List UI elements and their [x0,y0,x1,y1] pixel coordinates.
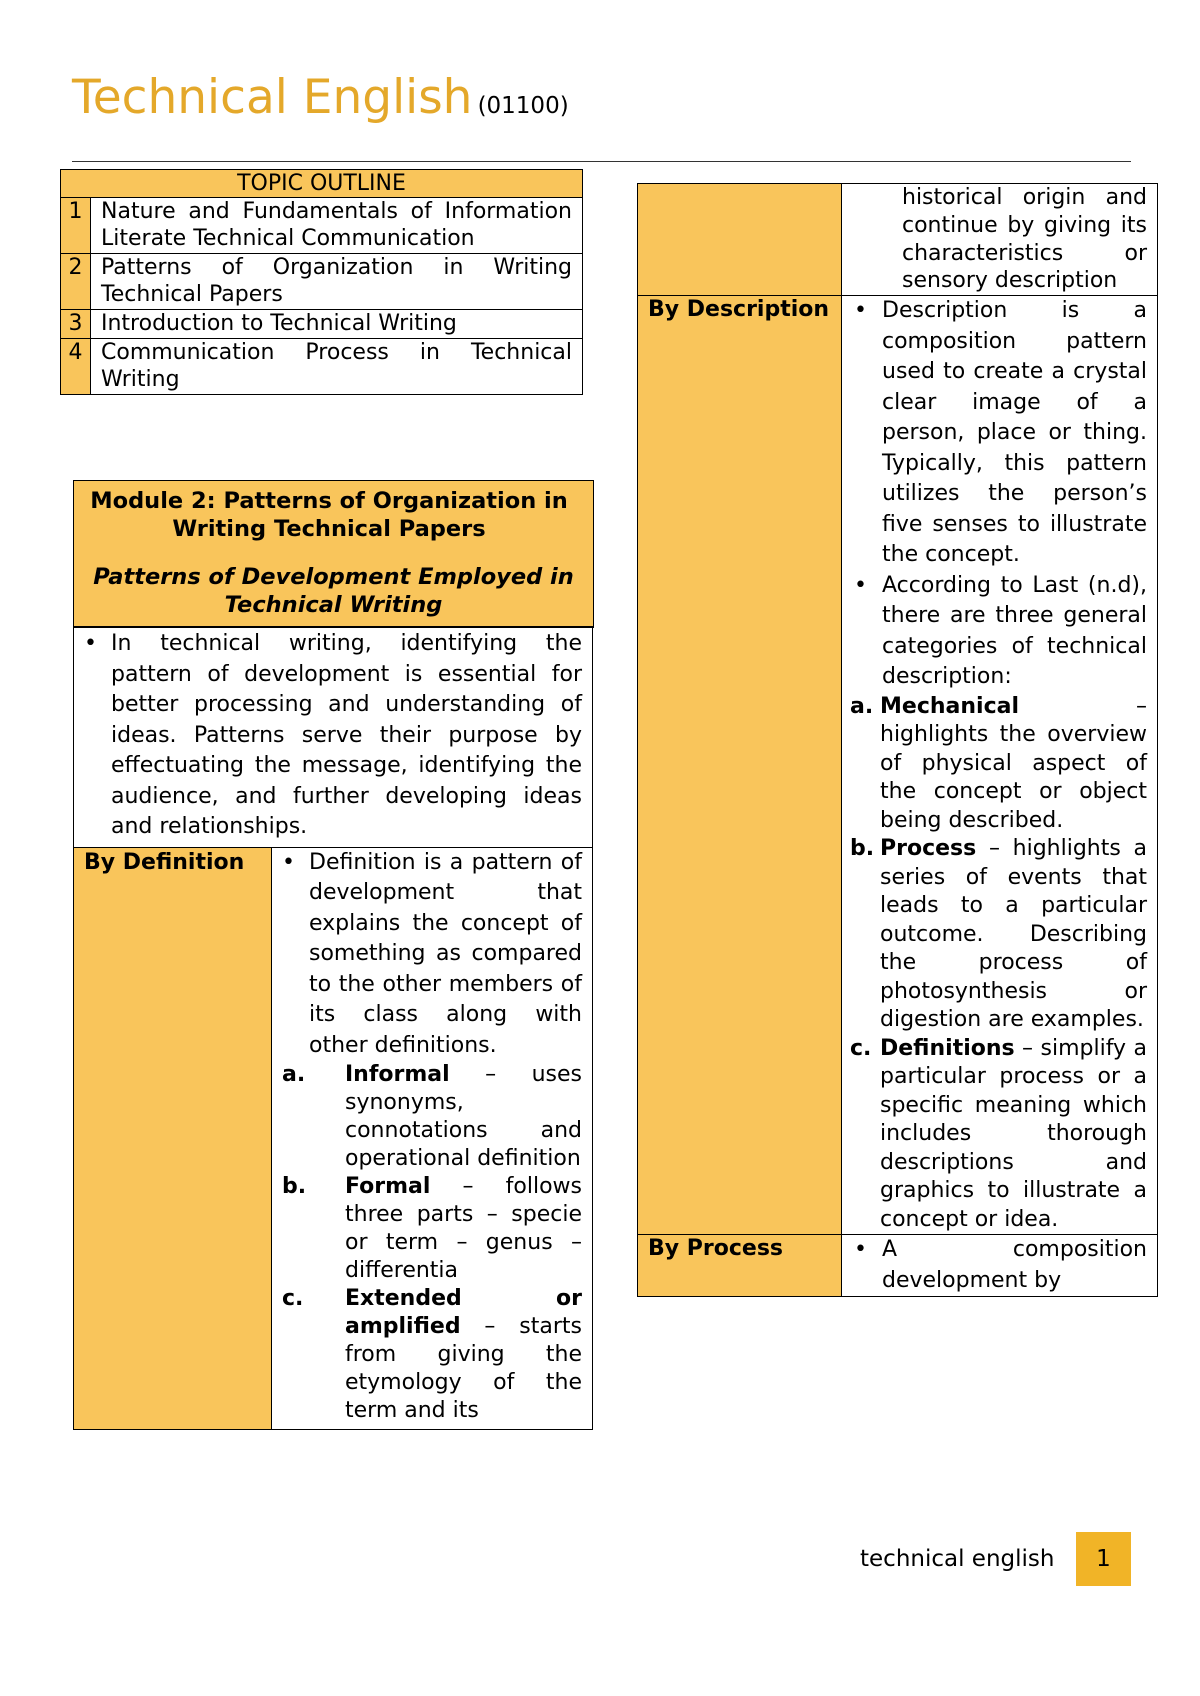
header-rule [72,161,1131,162]
course-code: (01100) [477,93,569,119]
item-term: Process [880,836,977,862]
item-marker: c. [282,1286,304,1311]
by-process-content [842,1235,1158,1297]
item-term: Mechanical [880,693,1019,719]
item-term: Extended or amplified [345,1286,582,1339]
outline-row [61,254,583,310]
description-item [842,693,1147,836]
outline-topic: Nature and Fundamentals of Information Literate Technical Communication [91,198,583,254]
continued-text: historical origin and continue by giving its characteristics or sensory description [902,185,1147,294]
item-text: – follows three parts – specie or term – genus – differentia [345,1174,582,1283]
module-header [73,480,594,628]
by-definition-content [272,847,593,1430]
item-term: Formal [345,1174,431,1199]
continued-label-cell [638,184,842,296]
outline-topic: Introduction to Technical Writing [91,310,583,339]
module-subtitle: Patterns of Development Employed in Technical Writing [93,564,574,618]
outline-topic: Communication Process in Technical Writing [91,339,583,395]
patterns-table-right [637,183,1158,1297]
item-marker: a. [850,693,874,719]
outline-number: 1 [61,198,91,254]
process-bullet: • A composition development by [842,1235,1147,1296]
patterns-table-left [73,626,593,1430]
description-item [842,1035,1147,1235]
topic-outline-heading: TOPIC OUTLINE [61,170,583,198]
intro-cell [74,627,593,848]
item-term: Informal [345,1062,450,1087]
outline-topic: Patterns of Organization in Writing Technical Papers [91,254,583,310]
outline-number: 3 [61,310,91,339]
item-marker: a. [282,1062,306,1087]
outline-row [61,198,583,254]
outline-number: 4 [61,339,91,395]
item-text: – uses synonyms, connotations and operational definition [345,1062,582,1171]
outline-number: 2 [61,254,91,310]
continued-content [842,184,1158,296]
module-title: Module 2: Patterns of Organization in Writing Technical Papers [90,488,568,542]
item-text: – starts from giving the etymology of the term and its [345,1314,582,1423]
by-description-content [842,296,1158,1235]
description-bullet: • According to Last (n.d), there are three general categories of technical description: [842,571,1147,693]
definition-bullet: • Definition is a pattern of development that explains the concept of something as compared to the other members of its class along with other definitions. [272,848,582,1062]
title-text: Technical English [72,70,473,125]
definition-item [272,1173,582,1285]
document-title [72,70,569,125]
description-item [842,835,1147,1035]
page-number: 1 [1076,1532,1131,1586]
by-process-label: By Process [638,1235,842,1297]
by-description-label: By Description [638,296,842,1235]
item-term: Definitions [880,1035,1015,1061]
item-marker: b. [282,1174,307,1199]
item-marker: b. [850,836,875,862]
description-bullet: • Description is a composition pattern used to create a crystal clear image of a person, place or thing. Typically, this pattern utilizes the person’s five senses to illustrate the concept. [842,296,1147,571]
footer-text: technical english [860,1546,1055,1572]
outline-row [61,310,583,339]
by-definition-label: By Definition [74,847,272,1430]
item-marker: c. [850,1035,872,1061]
outline-row [61,339,583,395]
item-text: – highlights a series of events that leads to a particular outcome. Describing the process of photosynthesis or digestion are examples. [880,836,1147,1033]
intro-bullet: • In technical writing, identifying the pattern of development is essential for better processing and understanding of ideas. Patterns serve their purpose by effectuating the message, identifying the audience, and further developing ideas and relationships. [74,629,582,843]
item-text: – simplify a particular process or a specific meaning which includes thorough descriptions and graphics to illustrate a concept or idea. [880,1035,1147,1232]
topic-outline-table [60,169,583,395]
item-text: – highlights the overview of physical aspect of the concept or object being described. [880,693,1147,833]
definition-item [272,1285,582,1425]
definition-item [272,1061,582,1173]
